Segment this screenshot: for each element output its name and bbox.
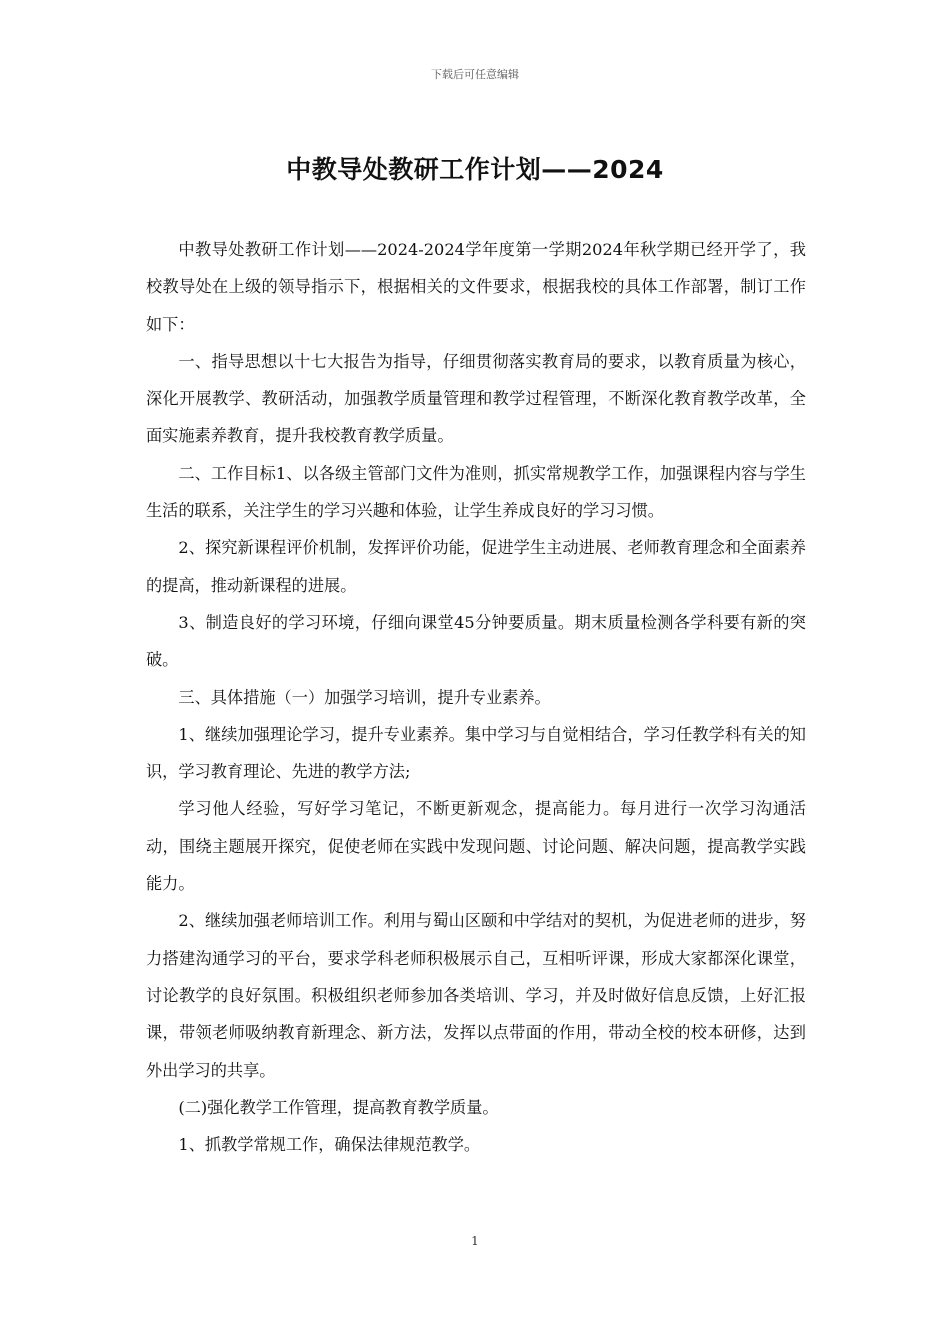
paragraph-guiding-ideology: 一、指导思想以十七大报告为指导，仔细贯彻落实教育局的要求，以教育质量为核心，深化开展教学、教研活动，加强教学质量管理和教学过程管理，不断深化教育教学改革，全面实施素养教育，提升我校教育教学质量。: [146, 351, 806, 446]
paragraph-measure-2: 2、继续加强老师培训工作。利用与蜀山区颐和中学结对的契机，为促进老师的进步，努力搭建沟通学习的平台，要求学科老师积极展示自己，互相听评课，形成大家都深化课堂，讨论教学的良好氛围。积极组织老师参加各类培训、学习，并及时做好信息反馈，上好汇报课，带领老师吸纳教育新理念、新方法，发挥以点带面的作用，带动全校的校本研修，达到外出学习的共享。: [146, 911, 806, 1080]
paragraph-measures-heading: 三、具体措施（一）加强学习培训，提升专业素养。: [178, 687, 551, 707]
document-body: [146, 231, 806, 1163]
paragraph-work-goals: 二、工作目标1、以各级主管部门文件为准则，抓实常规教学工作，加强课程内容与学生生活的联系，关注学生的学习兴趣和体验，让学生养成良好的学习习惯。: [146, 463, 806, 521]
paragraph-measure-1-cont: 学习他人经验，写好学习笔记，不断更新观念，提高能力。每月进行一次学习沟通活动，围绕主题展开探究，促使老师在实践中发现问题、讨论问题、解决问题，提高教学实践能力。: [146, 799, 806, 894]
page-number: 1: [471, 1234, 479, 1248]
header-note: 下载后可任意编辑: [431, 68, 519, 81]
paragraph-intro: 中教导处教研工作计划——2024-2024学年度第一学期2024年秋学期已经开学了，我校教导处在上级的领导指示下，根据相关的文件要求，根据我校的具体工作部署，制订工作如下：: [146, 240, 806, 334]
paragraph-measure-1: 1、继续加强理论学习，提升专业素养。集中学习与自觉相结合，学习任教学科有关的知识，学习教育理论、先进的教学方法;: [146, 724, 806, 782]
paragraph-section-2-heading: (二)强化教学工作管理，提高教育教学质量。: [178, 1097, 499, 1117]
paragraph-goal-2: 2、探究新课程评价机制，发挥评价功能，促进学生主动进展、老师教育理念和全面素养的提高，推动新课程的进展。: [146, 538, 806, 595]
paragraph-section-2-item-1: 1、抓教学常规工作，确保法律规范教学。: [178, 1135, 481, 1155]
document-title: 中教导处教研工作计划——2024: [286, 155, 664, 184]
paragraph-goal-3: 3、制造良好的学习环境，仔细向课堂45分钟要质量。期末质量检测各学科要有新的突破。: [146, 612, 806, 670]
